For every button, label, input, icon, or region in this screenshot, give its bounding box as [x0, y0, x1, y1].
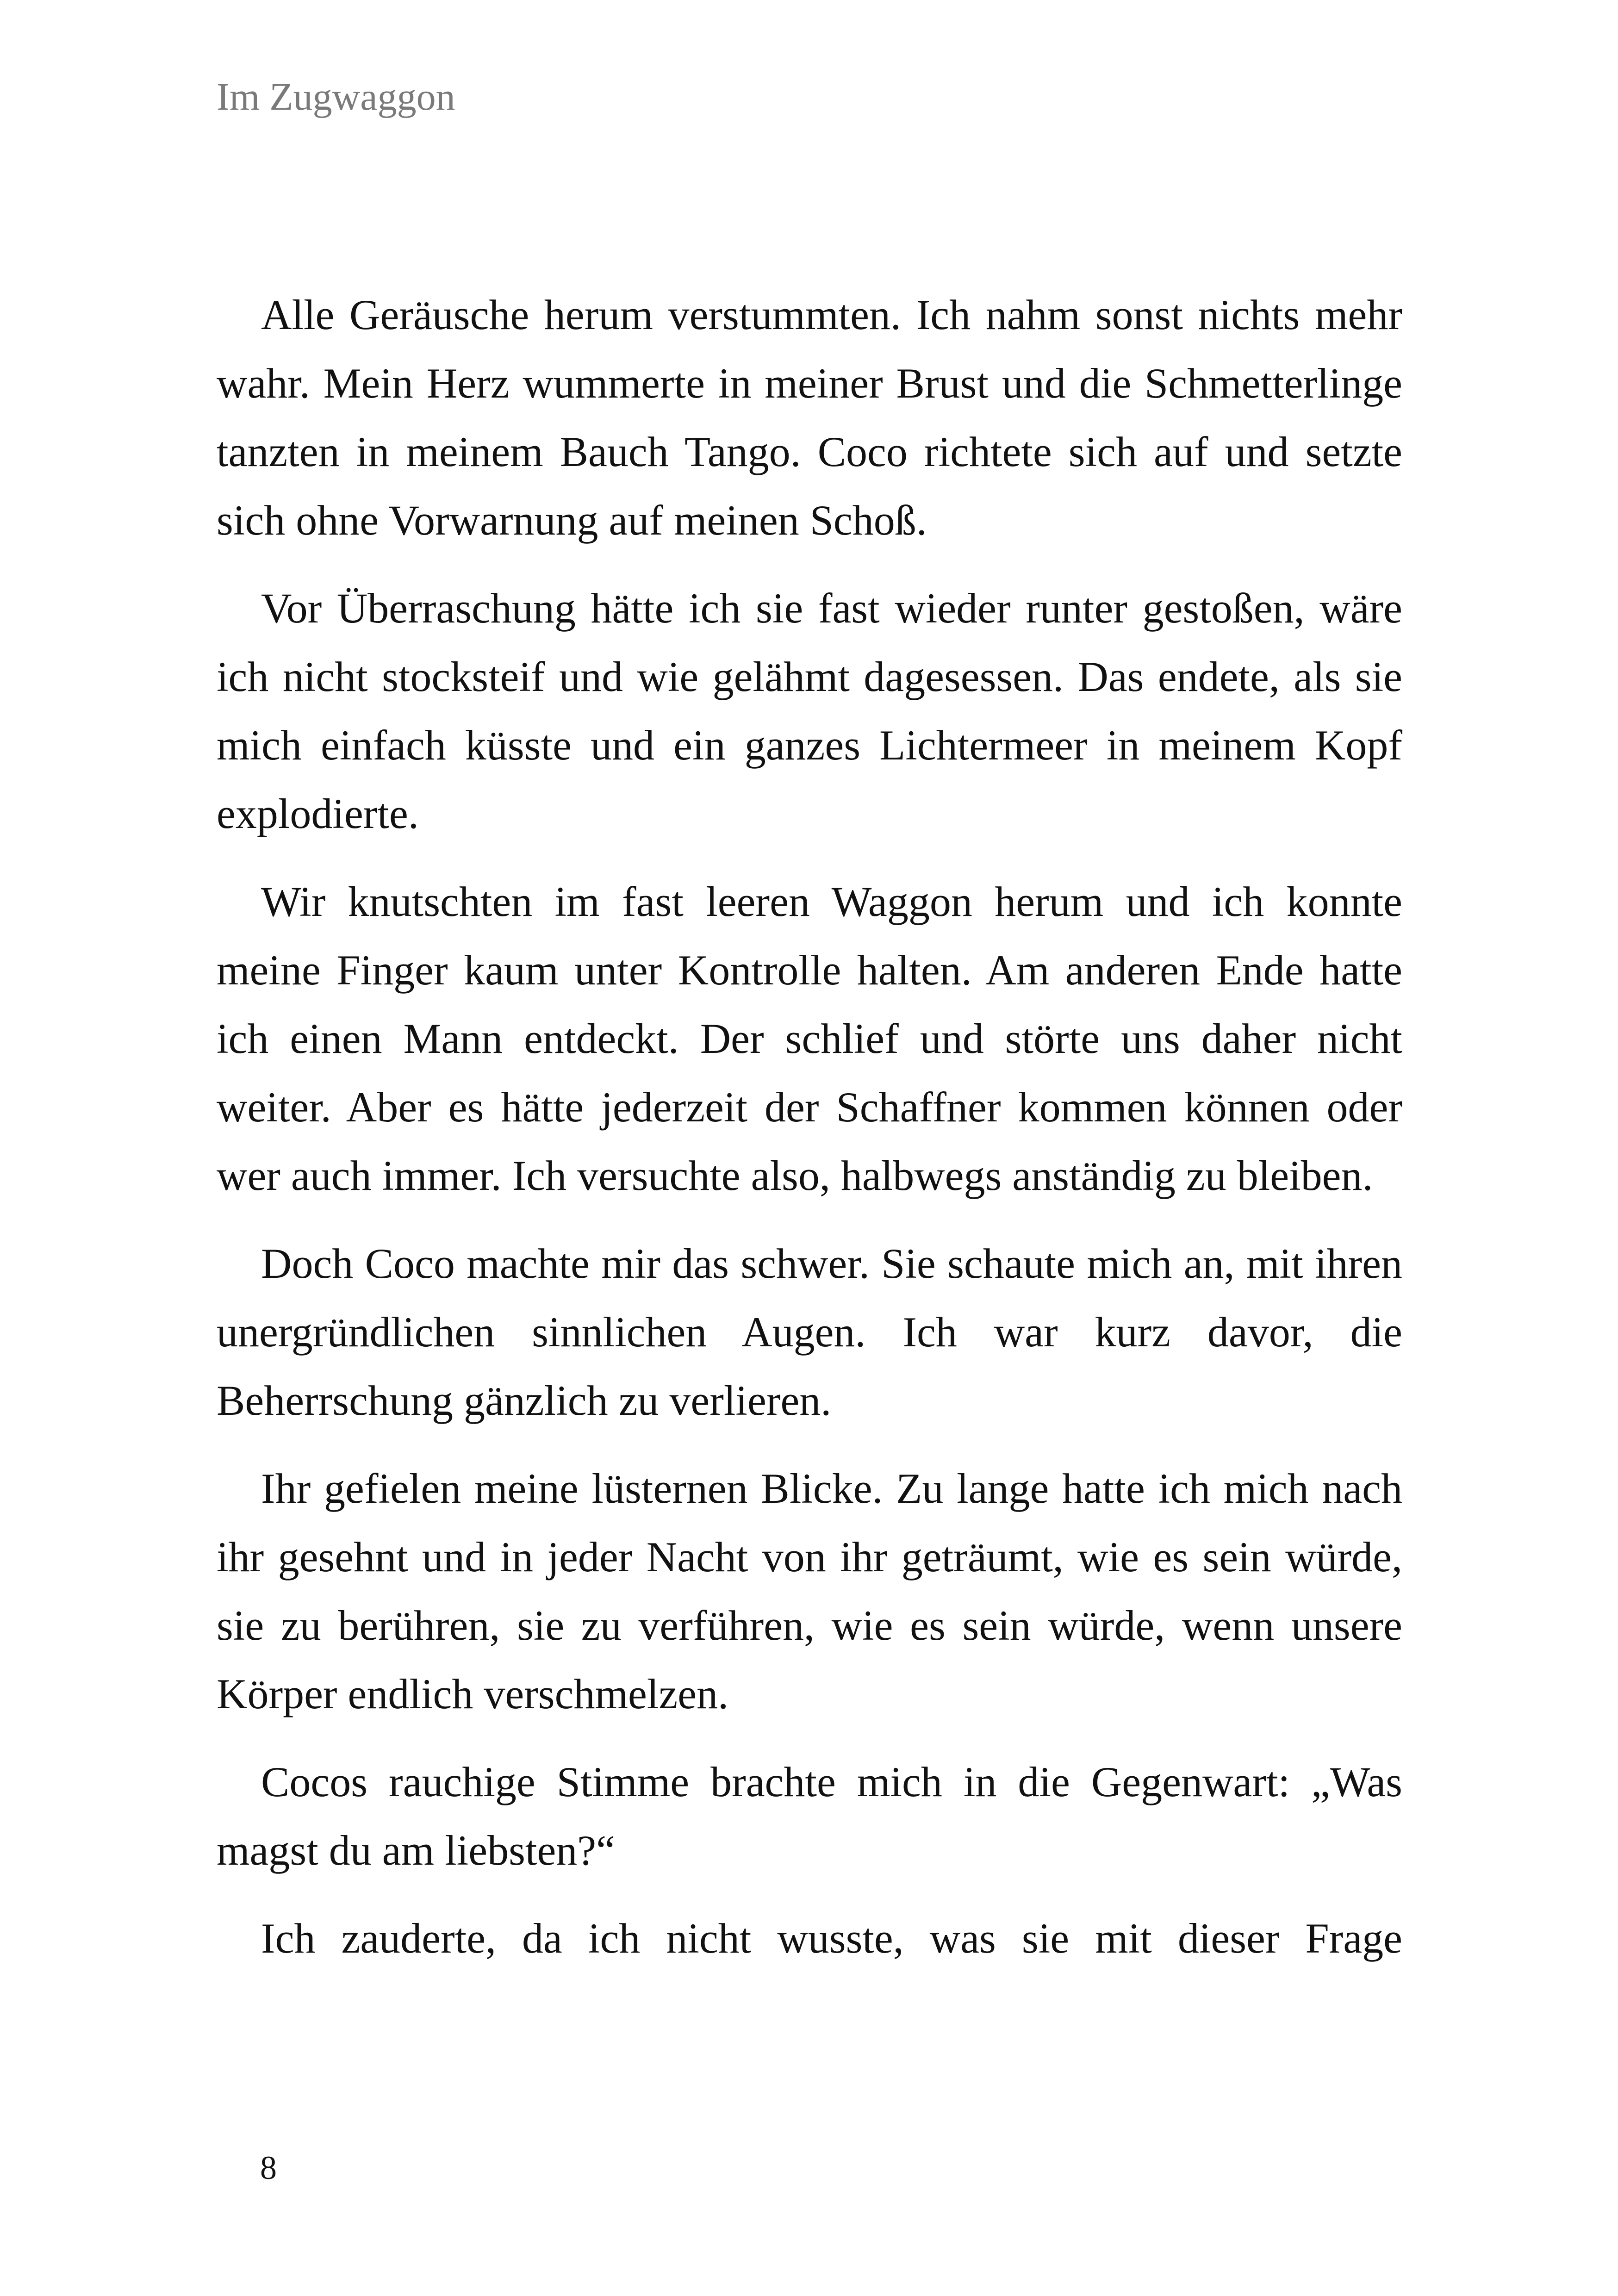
- paragraph: Wir knutschten im fast leeren Waggon herum und ich konnte meine Finger kaum unter Kontrolle halten. Am anderen Ende hatte ich einen Mann entdeckt. Der schlief und störte uns daher nicht weiter. Aber es hätte jederzeit der Schaffner kommen können oder wer auch immer. Ich versuchte also, halbwegs anständig zu bleiben.: [217, 878, 1402, 1199]
- paragraph: Doch Coco machte mir das schwer. Sie schaute mich an, mit ihren unergründlichen sinnlichen Augen. Ich war kurz davor, die Beherrschung gänzlich zu verlieren.: [217, 1240, 1402, 1424]
- page-number: 8: [260, 2149, 277, 2186]
- paragraph: Cocos rauchige Stimme brachte mich in die Gegenwart: „Was magst du am liebsten?“: [217, 1758, 1402, 1874]
- body-text: [217, 280, 1402, 1972]
- paragraph: Ihr gefielen meine lüsternen Blicke. Zu lange hatte ich mich nach ihr gesehnt und in jeder Nacht von ihr geträumt, wie es sein würde, sie zu berühren, sie zu verführen, wie es sein würde, wenn unsere Körper endlich verschmelzen.: [217, 1465, 1402, 1717]
- running-header-title: Im Zugwaggon: [217, 75, 455, 118]
- paragraph: Alle Geräusche herum verstummten. Ich nahm sonst nichts mehr wahr. Mein Herz wummerte in meiner Brust und die Schmetterlinge tanzten in meinem Bauch Tango. Coco richtete sich auf und setzte sich ohne Vorwarnung auf meinen Schoß.: [217, 291, 1402, 544]
- paragraph: Vor Überraschung hätte ich sie fast wieder runter gestoßen, wäre ich nicht stocksteif und wie gelähmt dagesessen. Das endete, als sie mich einfach küsste und ein ganzes Lichtermeer in meinem Kopf explodierte.: [217, 585, 1402, 837]
- paragraph: Ich zauderte, da ich nicht wusste, was sie mit dieser Frage: [261, 1915, 1402, 1962]
